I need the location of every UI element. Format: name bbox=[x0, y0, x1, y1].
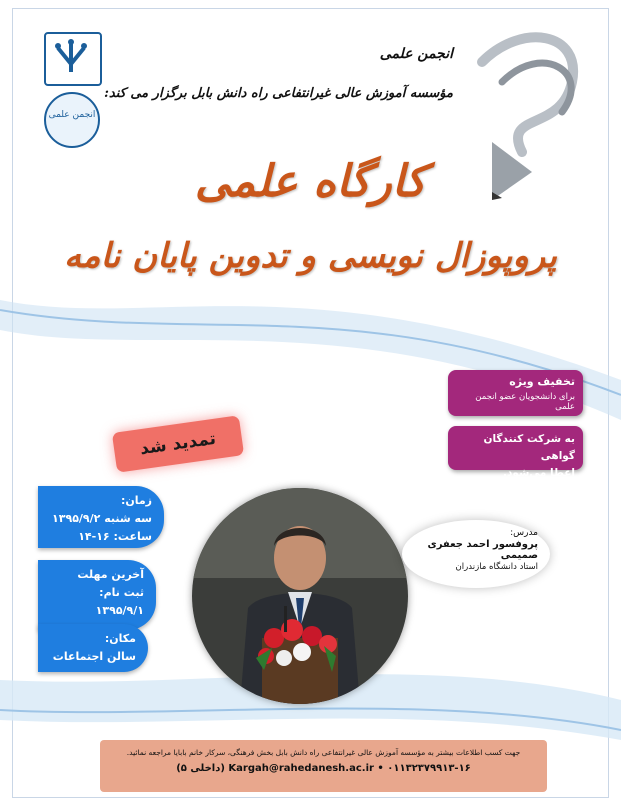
extended-badge: تمدید شد bbox=[112, 415, 244, 472]
teacher-card bbox=[402, 520, 550, 588]
time-hours: ساعت: ۱۶-۱۴ bbox=[78, 530, 152, 543]
society-seal bbox=[44, 92, 100, 148]
tree-logo-icon bbox=[46, 34, 96, 80]
university-logo bbox=[44, 32, 102, 86]
place-value: سالن اجتماعات bbox=[52, 650, 136, 663]
deadline-label: آخرین مهلت bbox=[77, 568, 144, 581]
seal-text: انجمن علمی bbox=[48, 110, 96, 120]
time-day: سه شنبه ۱۳۹۵/۹/۲ bbox=[52, 512, 152, 525]
discount-title: تخفیف ویژه bbox=[509, 375, 575, 388]
place-label: مکان: bbox=[104, 632, 136, 645]
organizer-line: مؤسسه آموزش عالی غیرانتفاعی راه دانش بابل برگزار می کند: bbox=[104, 86, 453, 101]
speaker-illustration bbox=[192, 488, 408, 704]
teacher-name: پروفسور احمد جعفری صمیمی bbox=[427, 539, 538, 561]
deadline-box bbox=[38, 560, 156, 630]
deadline-date: ۱۳۹۵/۹/۱ bbox=[95, 604, 144, 617]
contact-footer bbox=[100, 740, 547, 792]
speaker-photo bbox=[192, 488, 408, 704]
place-box bbox=[38, 624, 148, 672]
discount-box bbox=[448, 370, 583, 416]
time-box bbox=[38, 486, 164, 548]
certificate-line2: اعطا می‌شود. bbox=[502, 467, 575, 479]
deadline-registration: ثبت نام: bbox=[99, 586, 144, 599]
certificate-box bbox=[448, 426, 583, 479]
workshop-subject: پروپوزال نویسی و تدوین پایان نامه bbox=[64, 236, 557, 276]
workshop-title: کارگاه علمی bbox=[194, 156, 427, 207]
contact-email-phone: Kargah@rahedanesh.ac.ir • ۰۱۱۳۲۳۷۹۹۱۳-۱۶ (داخلی ۵) bbox=[176, 763, 471, 774]
society-name: انجمن علمی bbox=[379, 46, 453, 62]
teacher-label: مدرس: bbox=[510, 528, 538, 538]
discount-subtitle: برای دانشجویان عضو انجمن علمی bbox=[475, 392, 575, 412]
certificate-line1: به شرکت کنندگان گواهی bbox=[483, 433, 575, 462]
teacher-affiliation: استاد دانشگاه مازندران bbox=[455, 562, 538, 572]
contact-info: جهت کسب اطلاعات بیشتر به مؤسسه آموزش عالی غیرانتفاعی راه دانش بابل بخش فرهنگی، سرکار خانم بابایا مراجعه نمائید. bbox=[126, 748, 521, 757]
time-label: زمان: bbox=[120, 494, 152, 507]
